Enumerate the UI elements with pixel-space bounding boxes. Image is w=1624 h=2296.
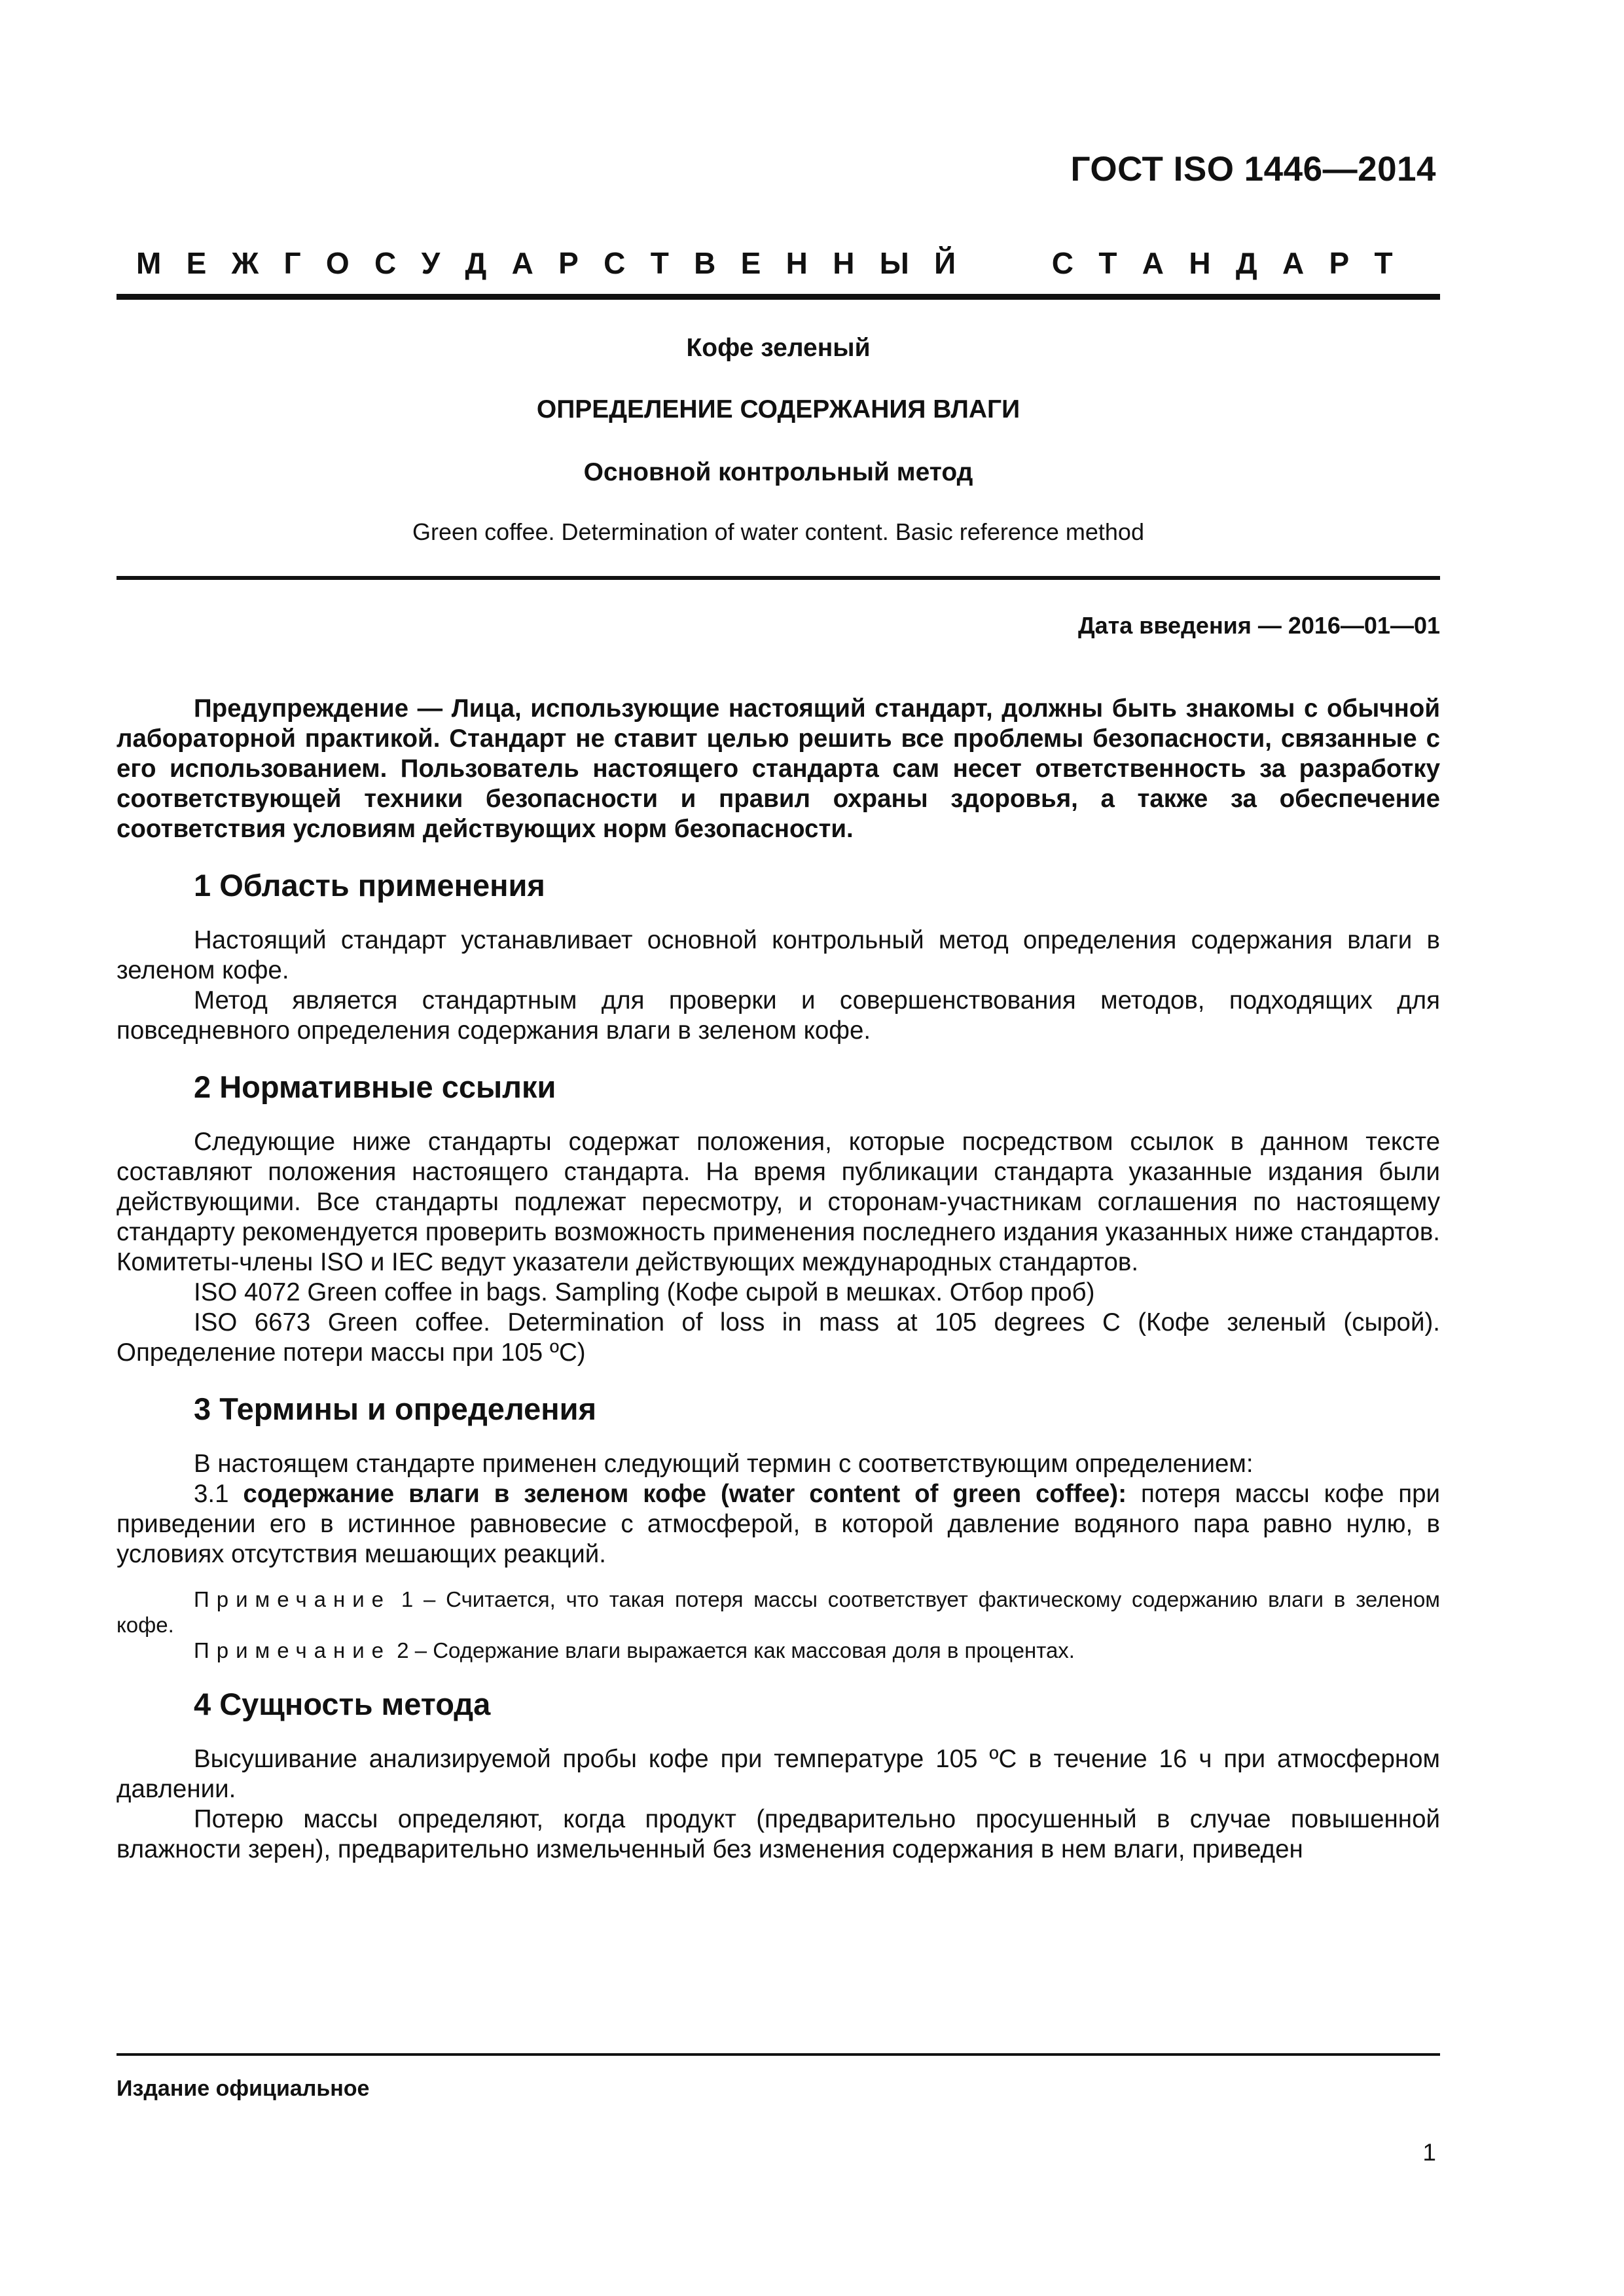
term-definition <box>117 1479 1440 1570</box>
standard-designation: ГОСТ ISO 1446—2014 <box>1070 150 1436 188</box>
banner-letter: Р <box>1329 246 1350 280</box>
body-paragraph: Настоящий стандарт устанавливает основной контрольный метод определения содержания влаги в зеленом кофе. <box>117 926 1440 984</box>
banner-letter: Т <box>650 246 669 280</box>
note-text: 2 – Содержание влаги выражается как массовая доля в процентах. <box>397 1638 1075 1662</box>
banner-letter: М <box>136 246 162 280</box>
note-label: Примечание <box>194 1638 391 1662</box>
title-method: Основной контрольный метод <box>583 458 973 486</box>
banner-letter: Д <box>465 246 487 280</box>
banner-letter: Е <box>740 246 761 280</box>
banner-letter: С <box>1051 246 1074 280</box>
note-paragraph <box>117 1638 1440 1663</box>
warning-paragraph: Предупреждение — Лица, использующие настоящий стандарт, должны быть знакомы с обычной лабораторной практикой. Стандарт не ставит целью решить все проблемы безопасности, связанные с его использованием. Пользователь настоящего стандарта сам несет ответственность за разработку соответствующей техники безопасности и правил охраны здоровья, а также за обеспечение соответствия условиям действующих норм безопасности. <box>117 694 1440 843</box>
official-edition-label: Издание официальное <box>117 2076 370 2101</box>
banner-word-gap <box>981 245 1026 281</box>
banner-letter: О <box>325 246 350 280</box>
term-number: 3.1 <box>194 1480 229 1508</box>
document-body <box>117 694 1440 1865</box>
banner-letter: Ж <box>231 246 259 280</box>
title-divider <box>117 576 1440 580</box>
reference-item: ISO 4072 Green coffee in bags. Sampling (Кофе сырой в мешках. Отбор проб) <box>194 1278 1095 1306</box>
banner-letter: Н <box>1189 246 1211 280</box>
banner-letter: Ы <box>879 246 909 280</box>
interstate-standard-banner <box>136 245 1393 281</box>
banner-letter: Т <box>1098 246 1117 280</box>
banner-letter: Р <box>558 246 579 280</box>
banner-letter: А <box>1282 246 1305 280</box>
note-label: Примечание <box>194 1587 391 1611</box>
banner-letter: Й <box>934 246 956 280</box>
banner-letter: А <box>511 246 533 280</box>
banner-letter: У <box>421 246 441 280</box>
title-english: Green coffee. Determination of water content. Basic reference method <box>412 518 1144 545</box>
introduction-date: Дата введения — 2016—01—01 <box>1077 612 1440 639</box>
banner-letter: А <box>1142 246 1164 280</box>
banner-letter: Т <box>1374 246 1393 280</box>
page-number: 1 <box>1422 2139 1436 2166</box>
note-paragraph <box>117 1587 1440 1638</box>
banner-letter: Н <box>833 246 855 280</box>
footer-divider <box>117 2053 1440 2056</box>
body-paragraph: Потерю массы определяют, когда продукт (предварительно просушенный в случае повышенной влажности зерен), предварительно измельченный без изменения содержания в нем влаги, приведен <box>117 1805 1440 1863</box>
banner-letter: Н <box>785 246 808 280</box>
section-heading: 4 Сущность метода <box>194 1687 491 1721</box>
reference-item: ISO 6673 Green coffee. Determination of loss in mass at 105 degrees C (Кофе зеленый (сырой). Определение потери массы при 105 ºC) <box>117 1308 1440 1367</box>
banner-letter: С <box>374 246 397 280</box>
section-heading: 3 Термины и определения <box>194 1391 596 1426</box>
body-paragraph: В настоящем стандарте применен следующий термин с соответствующим определением: <box>194 1450 1254 1478</box>
term-text: потеря массы кофе при приведении его в истинное равновесие с атмосферой, в которой давление водяного пара равно нулю, в условиях отсутствия мешающих реакций. <box>117 1480 1440 1568</box>
body-paragraph: Высушивание анализируемой пробы кофе при температуре 105 ºC в течение 16 ч при атмосферном давлении. <box>117 1745 1440 1803</box>
header-divider <box>117 294 1440 300</box>
body-paragraph: Следующие ниже стандарты содержат положения, которые посредством ссылок в данном тексте составляют положения настоящего стандарта. На время публикации стандарта указанные издания были действующими. Все стандарты подлежат пересмотру, и сторонам-участникам соглашения по настоящему стандарту рекомендуется проверить возможность применения последнего издания указанных ниже стандартов. Комитеты-члены ISO и IEC ведут указатели действующих международных стандартов. <box>117 1128 1440 1276</box>
body-paragraph: Метод является стандартным для проверки и совершенствования методов, подходящих для повседневного определения содержания влаги в зеленом кофе. <box>117 986 1440 1045</box>
banner-letter: С <box>604 246 626 280</box>
banner-letter: Г <box>283 246 301 280</box>
note-text: 1 – Считается, что такая потеря массы соответствует фактическому содержанию влаги в зеленом кофе. <box>117 1587 1440 1637</box>
section-heading: 2 Нормативные ссылки <box>194 1069 556 1104</box>
banner-letter: Д <box>1235 246 1257 280</box>
banner-letter: Е <box>186 246 207 280</box>
title-subject: ОПРЕДЕЛЕНИЕ СОДЕРЖАНИЯ ВЛАГИ <box>536 395 1020 423</box>
banner-letter: В <box>694 246 716 280</box>
title-product: Кофе зеленый <box>686 334 871 362</box>
term-name: содержание влаги в зеленом кофе (water content of green coffee): <box>243 1480 1127 1508</box>
section-heading: 1 Область применения <box>194 868 545 903</box>
